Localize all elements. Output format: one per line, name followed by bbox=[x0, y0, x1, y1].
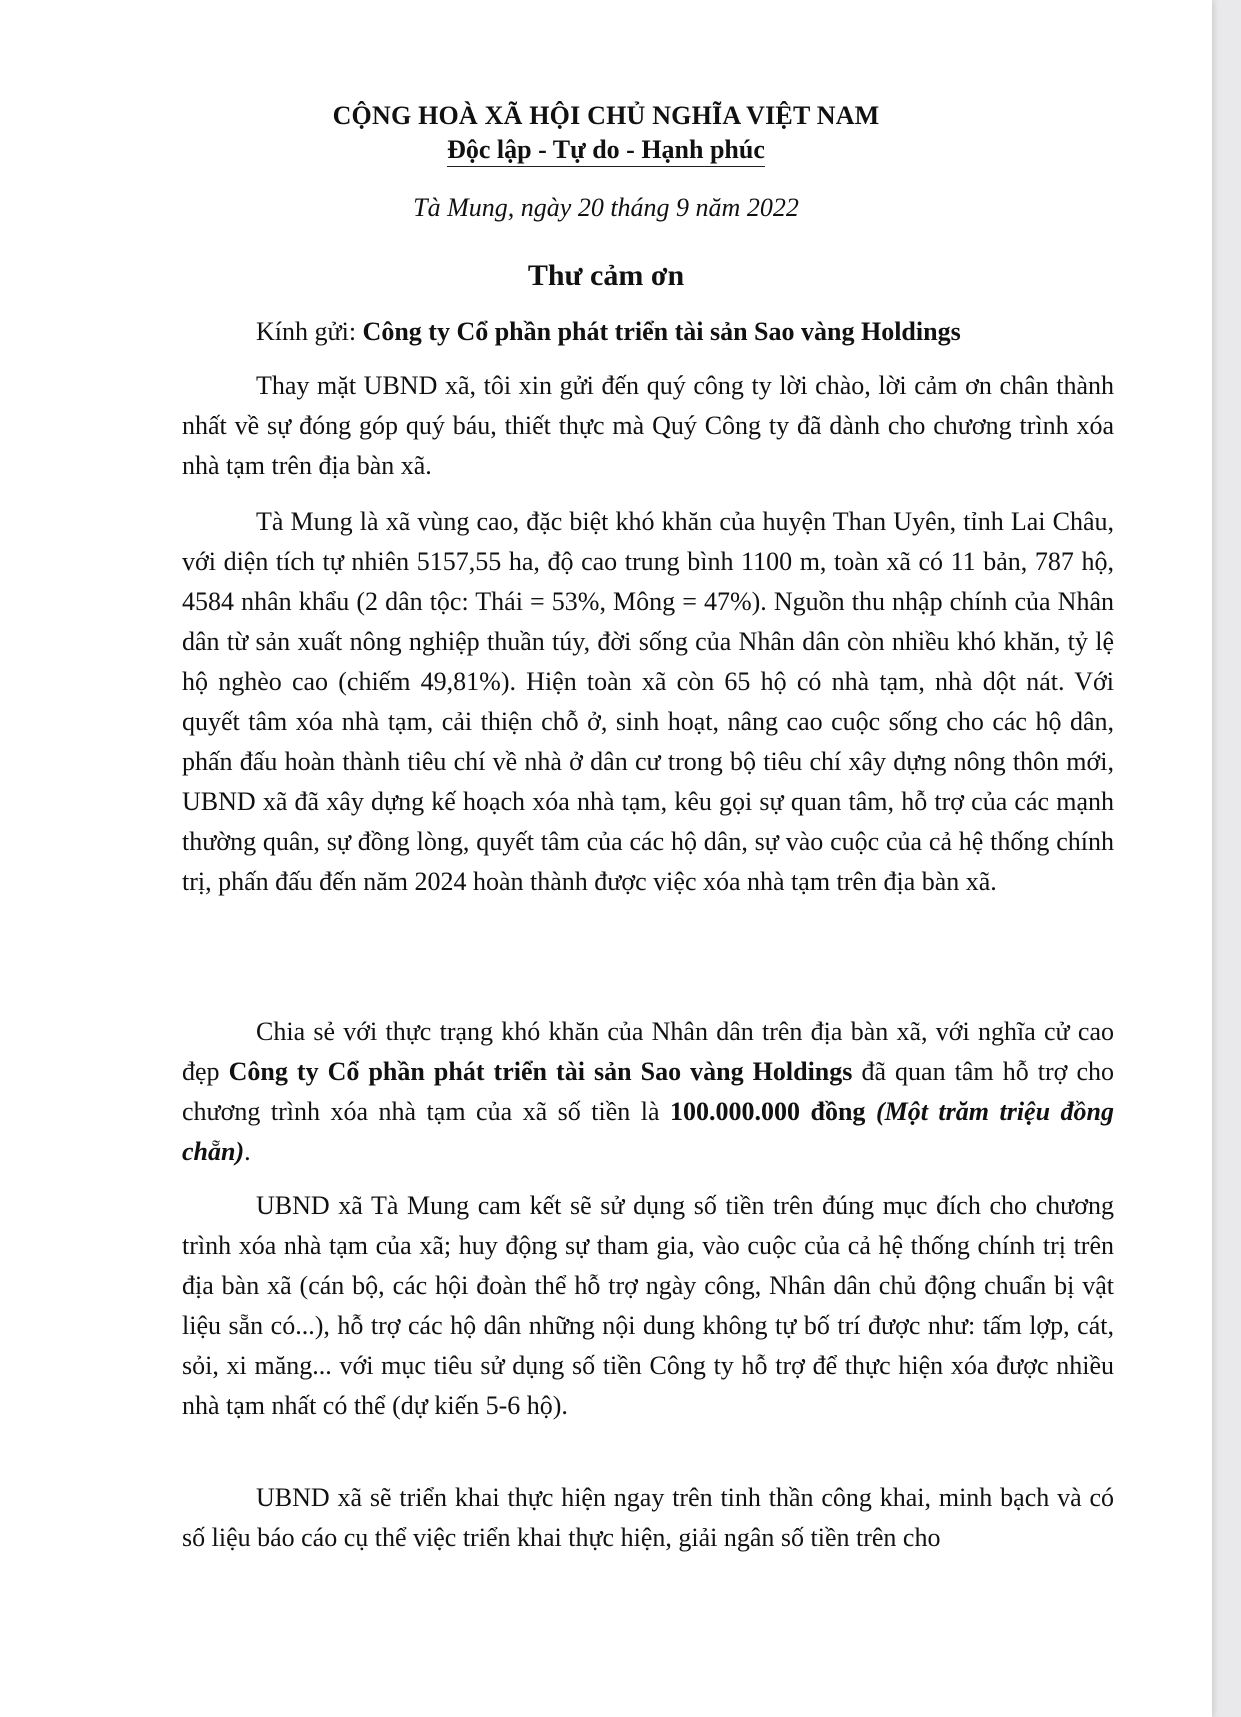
donation-end: . bbox=[244, 1137, 251, 1166]
donation-amount: 100.000.000 đồng bbox=[670, 1097, 866, 1126]
donation-text-a: Chia sẻ với thực trạng khó khăn của Nhân dân trên địa bàn xã, với nghĩa cử cao đẹp bbox=[182, 1017, 1114, 1086]
letter-title: Thư cảm ơn bbox=[527, 259, 685, 292]
motto-text: Độc lập - Tự do - Hạnh phúc bbox=[447, 135, 765, 167]
paragraph-greeting: Thay mặt UBND xã, tôi xin gửi đến quý công ty lời chào, lời cảm ơn chân thành nhất về sự đóng góp quý báu, thiết thực mà Quý Công ty đã dành cho chương trình xóa nhà tạm trên địa bàn xã. bbox=[182, 371, 1114, 480]
place-date: Tà Mung, ngày 20 tháng 9 năm 2022 bbox=[413, 193, 799, 222]
donor-company-name: Công ty Cổ phần phát triển tài sản Sao vàng Holdings bbox=[228, 1057, 853, 1086]
paragraph-commitment: UBND xã Tà Mung cam kết sẽ sử dụng số tiền trên đúng mục đích cho chương trình xóa nhà tạm của xã; huy động sự tham gia, vào cuộc của cả hệ thống chính trị trên địa bàn xã (cán bộ, các hội đoàn thể hỗ trợ ngày công, Nhân dân chủ động chuẩn bị vật liệu sẵn có...), hỗ trợ các hộ dân những nội dung không tự bố trí được như: tấm lợp, cát, sỏi, xi măng... với mục tiêu sử dụng số tiền Công ty hỗ trợ để thực hiện xóa được nhiều nhà tạm nhất có thể (dự kiến 5-6 hộ). bbox=[182, 1191, 1114, 1420]
donation-text-b: đã quan tâm hỗ trợ cho chương trình xóa nhà tạm của xã số tiền là bbox=[182, 1057, 1114, 1126]
paragraph-implementation: UBND xã sẽ triển khai thực hiện ngay trên tinh thần công khai, minh bạch và có số liệu báo cáo cụ thể việc triển khai thực hiện, giải ngân số tiền trên cho bbox=[182, 1483, 1114, 1552]
recipient-name: Công ty Cổ phần phát triển tài sản Sao vàng Holdings bbox=[362, 317, 961, 346]
paragraph-commune-situation: Tà Mung là xã vùng cao, đặc biệt khó khăn của huyện Than Uyên, tỉnh Lai Châu, với diện tích tự nhiên 5157,55 ha, độ cao trung bình 1100 m, toàn xã có 11 bản, 787 hộ, 4584 nhân khẩu (2 dân tộc: Thái = 53%, Mông = 47%). Nguồn thu nhập chính của Nhân dân từ sản xuất nông nghiệp thuần túy, đời sống của Nhân dân còn nhiều khó khăn, tỷ lệ hộ nghèo cao (chiếm 49,81%). Hiện toàn xã còn 65 hộ có nhà tạm, nhà dột nát. Với quyết tâm xóa nhà tạm, cải thiện chỗ ở, sinh hoạt, nâng cao cuộc sống cho các hộ dân, phấn đấu hoàn thành tiêu chí về nhà ở dân cư trong bộ tiêu chí xây dựng nông thôn mới, UBND xã đã xây dựng kế hoạch xóa nhà tạm, kêu gọi sự quan tâm, hỗ trợ của các mạnh thường quân, sự đồng lòng, quyết tâm của các hộ dân, sự vào cuộc của cả hệ thống chính trị, phấn đấu đến năm 2024 hoàn thành được việc xóa nhà tạm trên địa bàn xã. bbox=[182, 507, 1114, 896]
national-motto bbox=[0, 134, 1212, 166]
paragraph-donation bbox=[182, 1012, 1114, 1172]
national-title: CỘNG HOÀ XÃ HỘI CHỦ NGHĨA VIỆT NAM bbox=[332, 101, 880, 130]
donation-amount-words: (Một trăm triệu đồng chẵn) bbox=[182, 1097, 1115, 1166]
recipient-line bbox=[256, 316, 961, 348]
recipient-prefix: Kính gửi: bbox=[256, 317, 363, 346]
